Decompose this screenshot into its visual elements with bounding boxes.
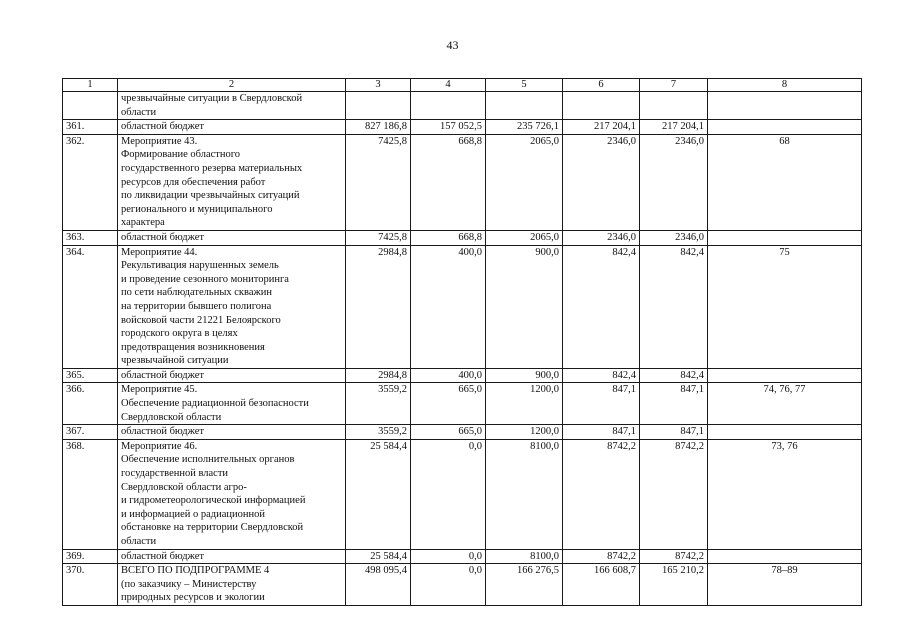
target-indicator-cell: 75 <box>708 245 862 368</box>
value-cell-v3: 2984,8 <box>346 245 411 368</box>
value-cell-v7: 847,1 <box>640 383 708 425</box>
target-indicator-cell <box>708 120 862 135</box>
row-number-cell: 368. <box>63 439 118 549</box>
value-cell-v4 <box>411 92 486 120</box>
value-cell-v5: 1200,0 <box>486 383 563 425</box>
row-name-line: и гидрометеорологической информацией <box>121 495 306 507</box>
row-number-cell: 369. <box>63 549 118 564</box>
row-name-line: природных ресурсов и экологии <box>121 592 265 604</box>
row-number-cell: 367. <box>63 425 118 440</box>
value-cell-v7: 165 210,2 <box>640 564 708 606</box>
row-name-line: по сети наблюдательных скважин <box>121 287 272 299</box>
row-name-line: Обеспечение исполнительных органов <box>121 454 295 466</box>
value-cell-v6: 842,4 <box>563 245 640 368</box>
row-number-cell: 366. <box>63 383 118 425</box>
value-cell-v5: 2065,0 <box>486 230 563 245</box>
row-name-cell <box>118 383 346 425</box>
value-cell-v3: 25 584,4 <box>346 439 411 549</box>
row-name-line: городского округа в целях <box>121 328 238 340</box>
row-name-line: ресурсов для обеспечения работ <box>121 176 266 188</box>
row-name-line: на территории бывшего полигона <box>121 300 272 312</box>
target-indicator-cell: 78–89 <box>708 564 862 606</box>
row-name-line: и проведение сезонного мониторинга <box>121 273 289 285</box>
row-name-line: характера <box>121 217 165 229</box>
target-indicator-cell <box>708 425 862 440</box>
value-cell-v5: 1200,0 <box>486 425 563 440</box>
row-name-cell <box>118 134 346 230</box>
table-row <box>63 549 862 564</box>
value-cell-v6: 166 608,7 <box>563 564 640 606</box>
row-name-line: Формирование областного <box>121 149 241 161</box>
table-body <box>63 79 862 606</box>
table-header-row <box>63 79 862 92</box>
value-cell-v4: 0,0 <box>411 549 486 564</box>
value-cell-v7: 2346,0 <box>640 134 708 230</box>
value-cell-v6: 8742,2 <box>563 439 640 549</box>
row-name-line: по ликвидации чрезвычайных ситуаций <box>121 190 300 202</box>
value-cell-v7: 8742,2 <box>640 439 708 549</box>
row-number-cell <box>63 92 118 120</box>
page-number: 43 <box>446 38 459 52</box>
value-cell-v7: 8742,2 <box>640 549 708 564</box>
row-name-line: (по заказчику – Министерству <box>121 578 257 590</box>
row-name-cell <box>118 230 346 245</box>
value-cell-v5: 900,0 <box>486 245 563 368</box>
value-cell-v6: 847,1 <box>563 425 640 440</box>
row-name-line: регионального и муниципального <box>121 203 273 215</box>
column-header: 8 <box>708 79 862 92</box>
row-name-line: обстановке на территории Свердловской <box>121 522 304 534</box>
target-indicator-cell: 68 <box>708 134 862 230</box>
target-indicator-cell <box>708 92 862 120</box>
value-cell-v6: 2346,0 <box>563 134 640 230</box>
column-header: 6 <box>563 79 640 92</box>
value-cell-v4: 665,0 <box>411 383 486 425</box>
column-header: 2 <box>118 79 346 92</box>
row-name-line: предотвращения возникновения <box>121 341 265 353</box>
value-cell-v3: 25 584,4 <box>346 549 411 564</box>
column-header: 7 <box>640 79 708 92</box>
row-name-line: государственной власти <box>121 468 229 480</box>
row-name-line: чрезвычайные ситуации в Свердловской <box>121 93 303 104</box>
row-name-cell <box>118 368 346 383</box>
column-header: 4 <box>411 79 486 92</box>
table-row <box>63 230 862 245</box>
value-cell-v6: 847,1 <box>563 383 640 425</box>
row-name-cell <box>118 92 346 120</box>
row-name-line: и информацией о радиационной <box>121 508 266 520</box>
row-number-cell: 364. <box>63 245 118 368</box>
table-row <box>63 120 862 135</box>
value-cell-v4: 0,0 <box>411 439 486 549</box>
value-cell-v5: 235 726,1 <box>486 120 563 135</box>
row-name-line: Рекультивация нарушенных земель <box>121 260 279 272</box>
table-row <box>63 439 862 549</box>
row-name-line: области <box>121 536 157 547</box>
value-cell-v3 <box>346 92 411 120</box>
value-cell-v6: 217 204,1 <box>563 120 640 135</box>
target-indicator-cell <box>708 230 862 245</box>
row-name-line: Свердловской области агро- <box>121 481 247 493</box>
value-cell-v5: 8100,0 <box>486 439 563 549</box>
value-cell-v3: 3559,2 <box>346 425 411 440</box>
value-cell-v5 <box>486 92 563 120</box>
row-name-line: Мероприятие 45. <box>121 384 198 396</box>
value-cell-v4: 0,0 <box>411 564 486 606</box>
table-row <box>63 134 862 230</box>
row-name-cell <box>118 425 346 440</box>
value-cell-v4: 400,0 <box>411 368 486 383</box>
value-cell-v5: 166 276,5 <box>486 564 563 606</box>
value-cell-v4: 157 052,5 <box>411 120 486 135</box>
row-number-cell: 370. <box>63 564 118 606</box>
row-name-line: войсковой части 21221 Белоярского <box>121 314 281 326</box>
value-cell-v7: 842,4 <box>640 245 708 368</box>
value-cell-v7: 217 204,1 <box>640 120 708 135</box>
row-name-line: областной бюджет <box>121 369 204 381</box>
row-name-line: ВСЕГО ПО ПОДПРОГРАММЕ 4 <box>121 565 270 577</box>
row-name-line: области <box>121 106 157 118</box>
budget-table <box>62 78 862 606</box>
value-cell-v3: 498 095,4 <box>346 564 411 606</box>
value-cell-v3: 3559,2 <box>346 383 411 425</box>
row-name-line: областной бюджет <box>121 121 204 133</box>
row-name-line: государственного резерва материальных <box>121 162 303 174</box>
table-row <box>63 383 862 425</box>
value-cell-v4: 400,0 <box>411 245 486 368</box>
column-header: 1 <box>63 79 118 92</box>
value-cell-v3: 7425,8 <box>346 134 411 230</box>
row-name-line: Обеспечение радиационной безопасности <box>121 398 309 410</box>
target-indicator-cell: 73, 76 <box>708 439 862 549</box>
table-row <box>63 92 862 120</box>
target-indicator-cell <box>708 368 862 383</box>
row-name-line: Мероприятие 44. <box>121 246 198 258</box>
table-row <box>63 368 862 383</box>
row-name-line: областной бюджет <box>121 426 204 438</box>
row-name-line: областной бюджет <box>121 550 204 562</box>
table-row <box>63 245 862 368</box>
value-cell-v3: 827 186,8 <box>346 120 411 135</box>
row-number-cell: 362. <box>63 134 118 230</box>
value-cell-v6: 2346,0 <box>563 230 640 245</box>
row-name-cell <box>118 120 346 135</box>
value-cell-v6 <box>563 92 640 120</box>
row-name-line: Мероприятие 43. <box>121 135 198 147</box>
row-number-cell: 361. <box>63 120 118 135</box>
target-indicator-cell <box>708 549 862 564</box>
table-row <box>63 564 862 606</box>
row-name-cell <box>118 245 346 368</box>
table-row <box>63 425 862 440</box>
row-number-cell: 363. <box>63 230 118 245</box>
value-cell-v6: 842,4 <box>563 368 640 383</box>
row-name-cell <box>118 549 346 564</box>
value-cell-v5: 8100,0 <box>486 549 563 564</box>
row-number-cell: 365. <box>63 368 118 383</box>
value-cell-v4: 668,8 <box>411 230 486 245</box>
value-cell-v7: 2346,0 <box>640 230 708 245</box>
value-cell-v5: 900,0 <box>486 368 563 383</box>
row-name-cell <box>118 439 346 549</box>
value-cell-v5: 2065,0 <box>486 134 563 230</box>
value-cell-v4: 665,0 <box>411 425 486 440</box>
row-name-line: областной бюджет <box>121 231 204 243</box>
row-name-line: Мероприятие 46. <box>121 440 198 452</box>
value-cell-v3: 2984,8 <box>346 368 411 383</box>
value-cell-v7 <box>640 92 708 120</box>
value-cell-v3: 7425,8 <box>346 230 411 245</box>
value-cell-v7: 842,4 <box>640 368 708 383</box>
row-name-line: Свердловской области <box>121 411 222 423</box>
target-indicator-cell: 74, 76, 77 <box>708 383 862 425</box>
row-name-line: чрезвычайной ситуации <box>121 355 229 367</box>
value-cell-v7: 847,1 <box>640 425 708 440</box>
row-name-cell <box>118 564 346 606</box>
column-header: 3 <box>346 79 411 92</box>
value-cell-v4: 668,8 <box>411 134 486 230</box>
column-header: 5 <box>486 79 563 92</box>
value-cell-v6: 8742,2 <box>563 549 640 564</box>
